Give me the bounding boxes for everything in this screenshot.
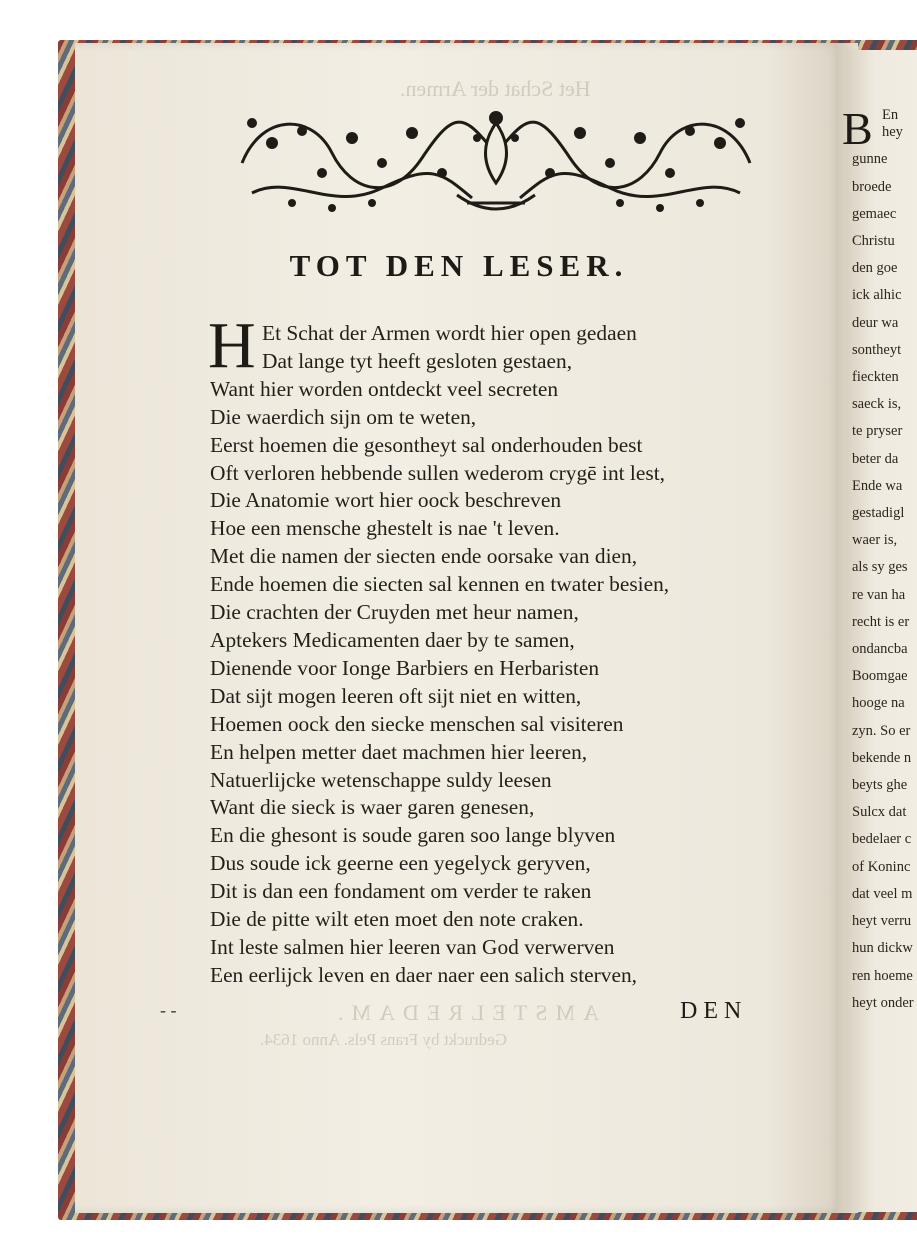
poem-line: Eerst hoemen die gesontheyt sal onderhouden best [210,432,643,457]
right-line: saeck is, [852,396,902,413]
right-line: den goe [852,260,898,277]
right-line: sontheyt [852,341,902,358]
right-line: als sy ges [852,559,908,576]
poem-line: Hoemen oock den siecke menschen sal visiteren [210,711,624,736]
poem-text [208,309,830,990]
poem-line: Dienende voor Ionge Barbiers en Herbaristen [210,655,600,680]
right-line: fieckten [852,369,899,386]
right-line: heyt verru [852,913,912,930]
right-drop-cap-letter: B [842,103,873,154]
right-line: broede [852,178,892,195]
right-line: hooge na [852,695,905,712]
poem-line: Dat lange tyt heeft gesloten gestaen, [262,348,573,373]
poem-line: Die crachten der Cruyden met heur namen, [210,600,579,625]
right-line: Boomgae [852,668,908,685]
poem-line: Een eerlijck leven en daer naer een salich sterven, [210,962,637,987]
right-line: recht is er [852,613,910,630]
right-line: of Koninc [852,858,911,875]
poem-line: Dat sijt mogen leeren oft sijt niet en witten, [210,683,582,708]
right-line: bedelaer c [852,831,912,848]
right-line: En [882,107,899,123]
poem-line: En helpen metter daet machmen hier leeren, [210,739,588,764]
right-line: Ende wa [852,477,903,494]
right-line: gestadigl [852,505,905,522]
bleed-through-bottom2: Gedruckt by Frans Pels. Anno 1634. [260,1030,507,1049]
poem-line: Die de pitte wilt eten moet den note craken. [210,907,584,932]
poem-line: Met die namen der siecten ende oorsake van dien, [210,544,638,569]
right-line: gunne [852,151,888,168]
catchword: DEN [680,998,748,1024]
poem-line: Die waerdich sijn om te weten, [210,404,477,429]
right-page [842,50,917,1212]
poem-line: Aptekers Medicamenten daer by te samen, [210,627,575,652]
poem-line: Oft verloren hebbende sullen wederom crygē int lest, [210,460,665,485]
page-title: TOT DEN LESER. [289,248,629,283]
right-line: beyts ghe [852,777,908,794]
right-line: waer is, [852,532,898,549]
right-line: Sulcx dat [852,804,907,821]
poem-line: Hoe een mensche ghestelt is nae 't leven. [210,516,560,541]
right-page-text [852,107,914,1017]
right-line: re van ha [852,586,906,603]
poem-line: Die Anatomie wort hier oock beschreven [210,488,562,513]
right-line: gemaec [852,205,897,222]
right-line: deur wa [852,314,899,331]
right-line: Christu [852,233,895,250]
title-area [75,0,843,300]
bleed-through-top: Het Schat der Armen. [400,76,591,101]
poem-line: Dus soude ick geerne een yegelyck geryven, [210,851,591,876]
right-line: ren hoeme [852,967,913,984]
right-line: zyn. So er [852,722,911,739]
right-line: beter da [852,450,899,467]
poem-line: Want die sieck is waer garen genesen, [210,795,535,820]
poem-line: Dit is dan een fondament om verder te raken [210,879,592,904]
bleed-through-bottom1: AMSTELREDAM. [330,1000,599,1025]
right-line: te pryser [852,423,903,440]
right-line: hey [882,124,903,141]
poem-line: Want hier worden ontdeckt veel secreten [210,376,559,401]
right-line: bekende n [852,749,912,766]
right-line: dat veel m [852,885,913,902]
drop-cap-letter: H [208,309,256,382]
poem-line: En die ghesont is soude garen soo lange blyven [210,823,616,848]
page-dash-mark: - - [160,1000,177,1020]
poem-line: Ende hoemen die siecten sal kennen en twater besien, [210,572,670,597]
right-line: heyt onder [852,994,914,1011]
right-line: ick alhic [852,287,902,304]
right-line: ondancba [852,641,908,658]
poem-line: Int leste salmen hier leeren van God verwerven [210,934,615,959]
right-line: hun dickw [852,940,913,957]
poem-line: Natuerlijcke wetenschappe suldy leesen [210,767,552,792]
poem-line: Et Schat der Armen wordt hier open gedaen [262,321,637,345]
